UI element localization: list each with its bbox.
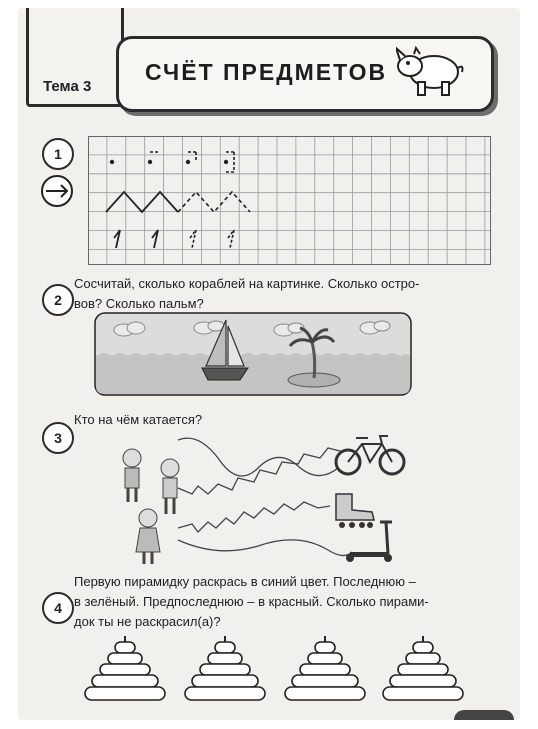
task-4-line-3: док ты не раскрасил(а)?	[74, 614, 221, 629]
task-number-1: 1	[42, 138, 74, 170]
page-corner-tab	[454, 710, 514, 720]
writing-grid	[88, 136, 492, 266]
task-3-text: Кто на чём катается?	[74, 412, 203, 427]
worksheet-page	[18, 8, 520, 720]
arrow-right-icon	[40, 174, 74, 208]
page-title: СЧЁТ ПРЕДМЕТОВ	[145, 59, 388, 85]
pyramid-toy-icon[interactable]	[82, 634, 168, 715]
task-4-line-1: Первую пирамидку раскрась в синий цвет. Последнюю –	[74, 574, 416, 589]
task-2-text	[74, 274, 494, 314]
zigzag-pattern	[106, 192, 178, 212]
dot-pattern	[110, 160, 228, 164]
task-number-3: 3	[42, 422, 74, 454]
task-4-text	[74, 572, 504, 632]
task-number-2: 2	[42, 284, 74, 316]
task-number-4: 4	[42, 592, 74, 624]
task-2-line-1: Сосчитай, сколько кораблей на картинке. Сколько остро-	[74, 276, 420, 291]
task-4-line-2: в зелёный. Предпоследнюю – в красный. Сколько пирами-	[74, 594, 429, 609]
rhino-illustration	[396, 42, 466, 100]
sea-scene	[94, 312, 412, 396]
digit-one-pattern	[114, 230, 158, 248]
kids-illustration	[118, 438, 188, 568]
task-2-line-2: вов? Сколько пальм?	[74, 296, 204, 311]
scooter-icon	[342, 518, 402, 564]
bicycle-icon	[334, 432, 406, 478]
pyramid-toy-icon[interactable]	[380, 634, 466, 715]
pyramid-toy-icon[interactable]	[282, 634, 368, 715]
topic-tab	[26, 8, 124, 107]
pyramid-toy-icon[interactable]	[182, 634, 268, 715]
topic-label: Тема 3	[43, 78, 92, 95]
